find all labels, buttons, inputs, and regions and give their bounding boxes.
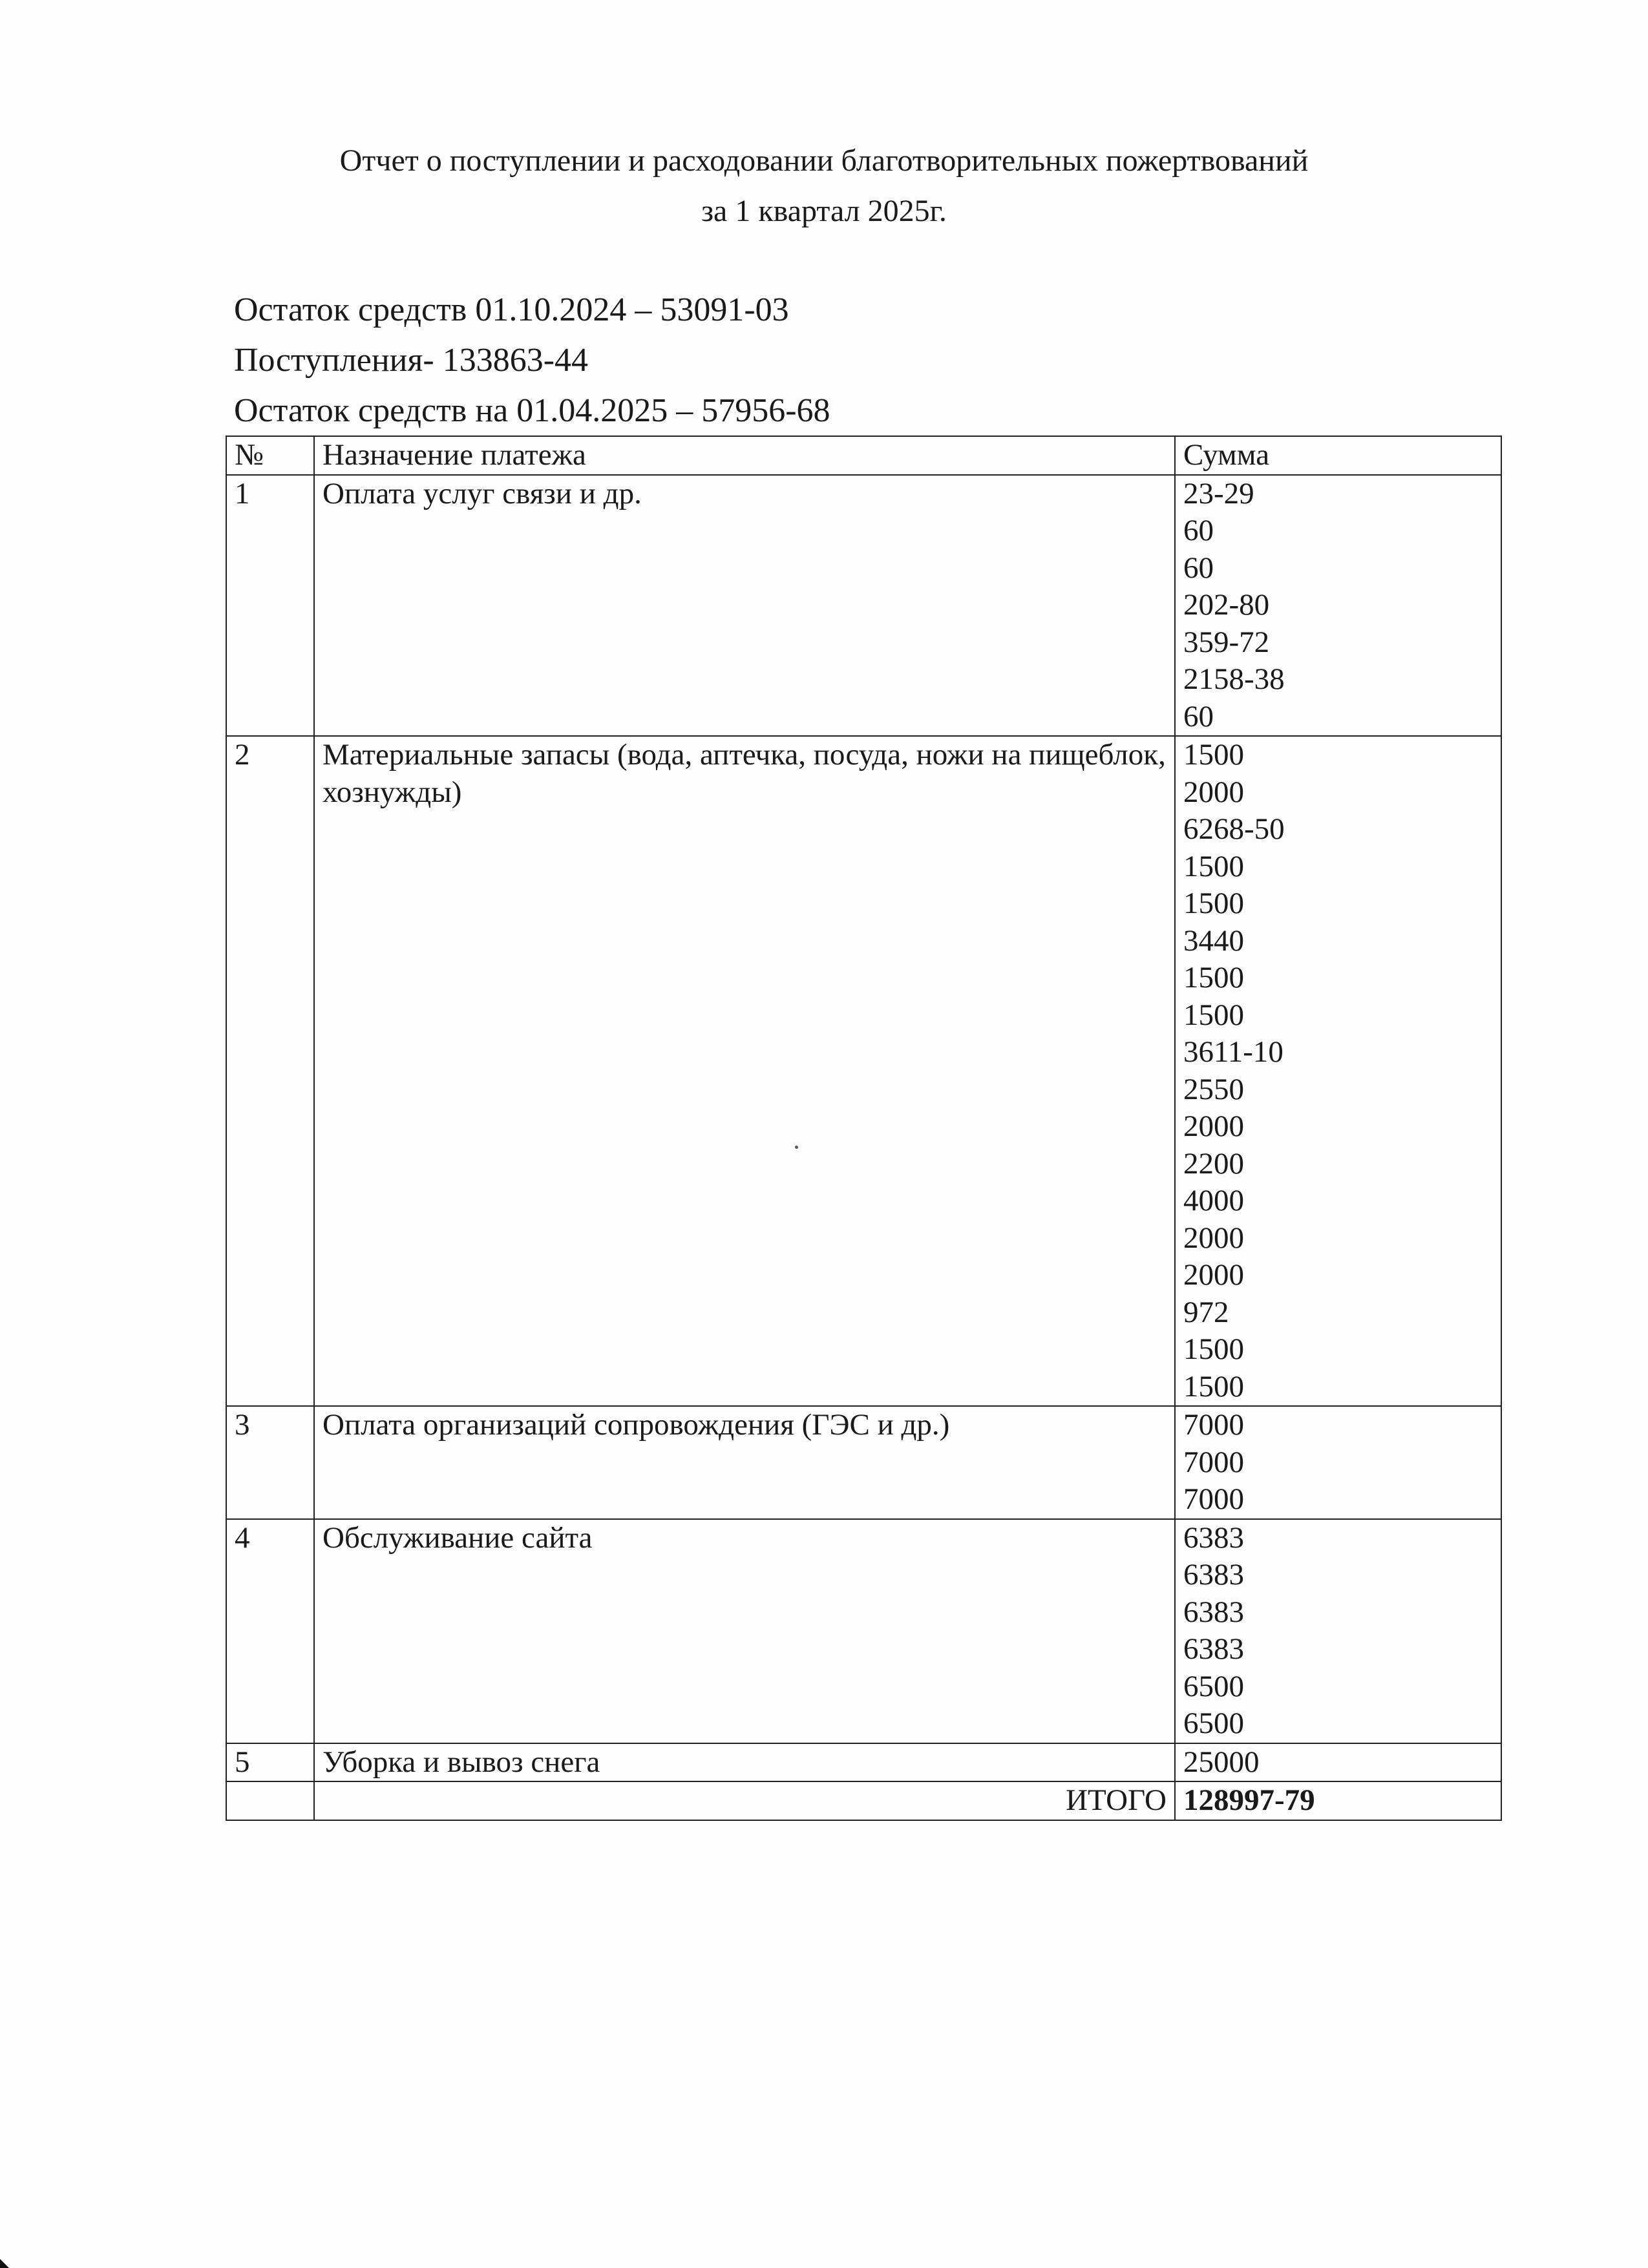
row-amounts <box>1175 736 1501 1406</box>
table-row <box>226 736 1501 1406</box>
amount-value: 2158-38 <box>1183 662 1285 696</box>
amount-value: 3611-10 <box>1183 1035 1284 1069</box>
total-label: ИТОГО <box>314 1781 1175 1820</box>
row-amounts <box>1175 1519 1501 1743</box>
document-title-line-1: Отчет о поступлении и расходовании благотворительных пожертвований <box>339 143 1309 178</box>
amount-value: 2200 <box>1183 1146 1244 1181</box>
column-header-number: № <box>226 436 314 475</box>
document-title-line-2: за 1 квартал 2025г. <box>701 194 947 228</box>
table-row <box>226 1743 1501 1782</box>
row-number: 2 <box>226 736 314 1406</box>
amount-value: 23-29 <box>1183 476 1254 510</box>
amount-value: 6500 <box>1183 1669 1244 1703</box>
amount-value: 1500 <box>1183 961 1244 994</box>
amount-value: 4000 <box>1183 1184 1244 1217</box>
amount-value: 1500 <box>1183 998 1244 1032</box>
opening-balance: Остаток средств 01.10.2024 – 53091-03 <box>234 291 789 328</box>
table-row <box>226 1519 1501 1743</box>
scan-speck <box>795 1146 798 1149</box>
amount-value: 1500 <box>1183 1369 1244 1403</box>
row-amounts <box>1175 475 1501 737</box>
row-purpose: Оплата организаций сопровождения (ГЭС и др.) <box>314 1406 1175 1519</box>
amount-value: 1500 <box>1183 738 1244 772</box>
total-row <box>226 1781 1501 1820</box>
amount-value: 7000 <box>1183 1482 1244 1516</box>
total-value: 128997-79 <box>1175 1781 1501 1820</box>
table-row <box>226 1406 1501 1519</box>
scan-corner-mark <box>0 2259 9 2268</box>
row-number: 3 <box>226 1406 314 1519</box>
amount-value: 359-72 <box>1183 625 1270 659</box>
amount-value: 25000 <box>1183 1745 1260 1779</box>
amount-value: 6383 <box>1183 1632 1244 1666</box>
amount-value: 6383 <box>1183 1595 1244 1629</box>
row-purpose: Оплата услуг связи и др. <box>314 475 1175 737</box>
row-purpose: Материальные запасы (вода, аптечка, посуда, ножи на пищеблок, хознужды) <box>314 736 1175 1406</box>
amount-value: 1500 <box>1183 887 1244 920</box>
amount-value: 60 <box>1183 514 1214 547</box>
amount-value: 6268-50 <box>1183 812 1285 846</box>
amount-value: 60 <box>1183 699 1214 733</box>
table-body <box>226 475 1501 1782</box>
amount-value: 2000 <box>1183 1258 1244 1292</box>
amount-value: 6500 <box>1183 1706 1244 1740</box>
amount-value: 2000 <box>1183 775 1244 809</box>
row-amounts <box>1175 1406 1501 1519</box>
table-row <box>226 475 1501 737</box>
amount-value: 202-80 <box>1183 588 1270 622</box>
amount-value: 60 <box>1183 551 1214 585</box>
column-header-sum: Сумма <box>1175 436 1501 475</box>
table-header-row <box>226 436 1501 475</box>
amount-value: 2000 <box>1183 1109 1244 1143</box>
amount-value: 1500 <box>1183 1332 1244 1366</box>
row-number: 5 <box>226 1743 314 1782</box>
amount-value: 972 <box>1183 1295 1229 1329</box>
amount-value: 2000 <box>1183 1221 1244 1255</box>
amount-value: 2550 <box>1183 1072 1244 1106</box>
row-purpose: Обслуживание сайта <box>314 1519 1175 1743</box>
amount-value: 6383 <box>1183 1558 1244 1591</box>
column-header-purpose: Назначение платежа <box>314 436 1175 475</box>
row-number: 1 <box>226 475 314 737</box>
amount-value: 7000 <box>1183 1408 1244 1442</box>
closing-balance: Остаток средств на 01.04.2025 – 57956-68 <box>234 392 830 429</box>
row-amounts <box>1175 1743 1501 1782</box>
expense-table <box>226 436 1502 1821</box>
amount-value: 6383 <box>1183 1520 1244 1555</box>
amount-value: 1500 <box>1183 849 1244 883</box>
row-purpose: Уборка и вывоз снега <box>314 1743 1175 1782</box>
row-number: 4 <box>226 1519 314 1743</box>
total-empty-cell <box>226 1781 314 1820</box>
receipts-total: Поступления- 133863-44 <box>234 342 589 379</box>
amount-value: 7000 <box>1183 1445 1244 1479</box>
amount-value: 3440 <box>1183 923 1244 958</box>
